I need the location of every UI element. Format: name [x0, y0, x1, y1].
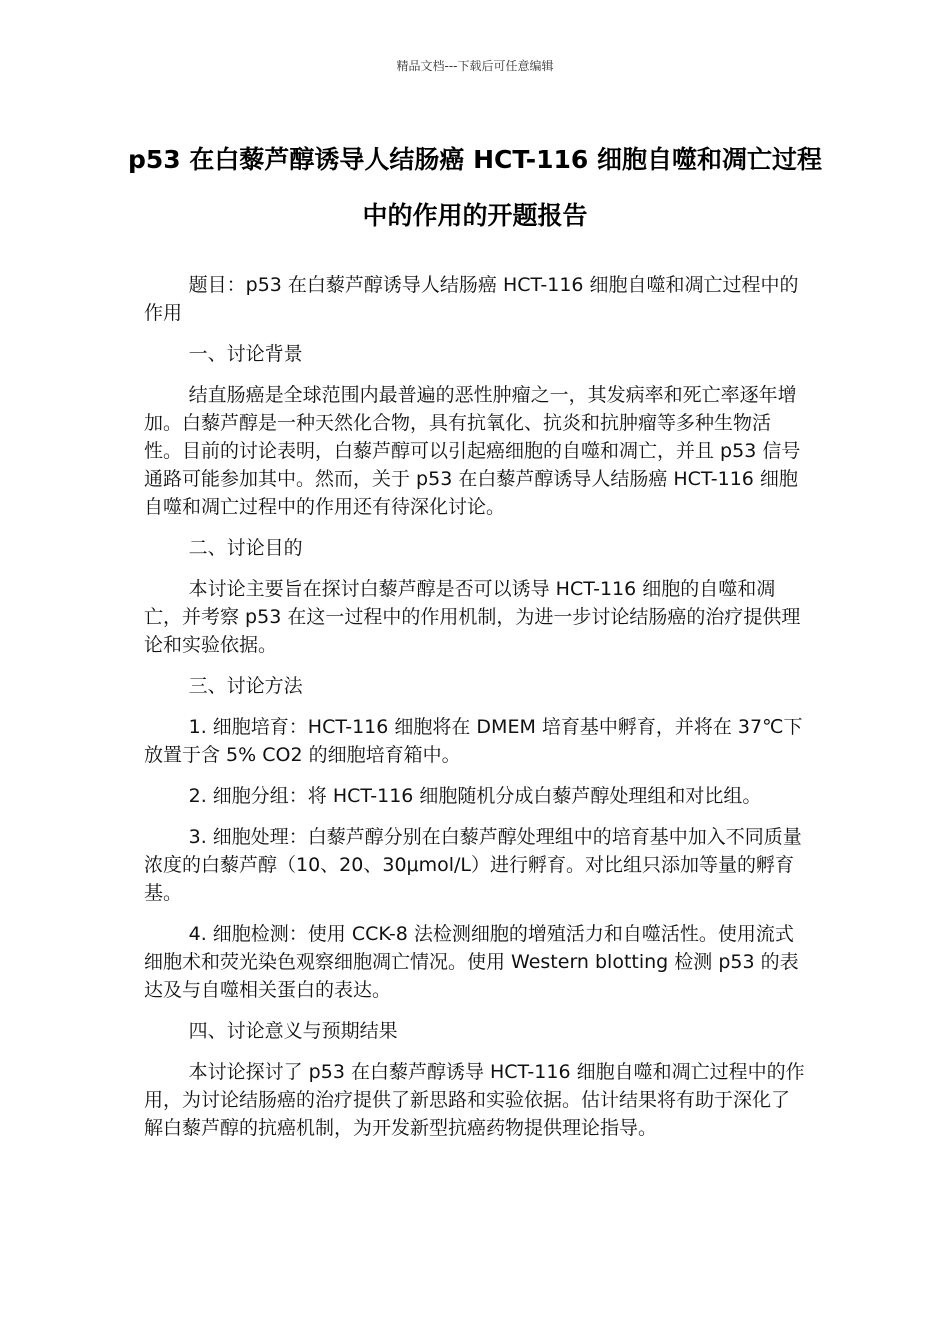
topic-paragraph: 题目：p53 在白藜芦醇诱导人结肠癌 HCT-116 细胞自噬和凋亡过程中的作用: [144, 274, 799, 324]
section-heading-purpose: 二、讨论目的: [188, 537, 303, 559]
section-heading-methods: 三、讨论方法: [188, 675, 303, 697]
header-note: 精品文档---下载后可任意编辑: [396, 59, 554, 73]
significance-paragraph: 本讨论探讨了 p53 在白藜芦醇诱导 HCT-116 细胞自噬和凋亡过程中的作用，为讨论结肠癌的治疗提供了新思路和实验依据。估计结果将有助于深化了解白藜芦醇的抗癌机制，为开发新型抗癌药物提供理论指导。: [144, 1061, 805, 1139]
method-item-detection: 4. 细胞检测：使用 CCK-8 法检测细胞的增殖活力和自噬活性。使用流式细胞术和荧光染色观察细胞凋亡情况。使用 Western blotting 检测 p53 的表达及与自噬相关蛋白的表达。: [144, 923, 799, 1001]
section-heading-significance: 四、讨论意义与预期结果: [188, 1020, 398, 1042]
method-item-treatment: 3. 细胞处理：白藜芦醇分别在白藜芦醇处理组中的培育基中加入不同质量浓度的白藜芦醇（10、20、30μmol/L）进行孵育。对比组只添加等量的孵育基。: [144, 826, 802, 904]
document-title: p53 在白藜芦醇诱导人结肠癌 HCT-116 细胞自噬和凋亡过程中的作用的开题报告: [127, 145, 822, 230]
section-heading-background: 一、讨论背景: [188, 343, 303, 365]
purpose-paragraph: 本讨论主要旨在探讨白藜芦醇是否可以诱导 HCT-116 细胞的自噬和凋亡，并考察 p53 在这一过程中的作用机制，为进一步讨论结肠癌的治疗提供理论和实验依据。: [144, 578, 801, 656]
method-item-grouping: 2. 细胞分组：将 HCT-116 细胞随机分成白藜芦醇处理组和对比组。: [188, 785, 762, 807]
background-paragraph: 结直肠癌是全球范围内最普遍的恶性肿瘤之一，其发病率和死亡率逐年增加。白藜芦醇是一种天然化合物，具有抗氧化、抗炎和抗肿瘤等多种生物活性。目前的讨论表明，白藜芦醇可以引起癌细胞的自噬和凋亡，并且 p53 信号通路可能参加其中。然而，关于 p53 在白藜芦醇诱导人结肠癌 HCT-116 细胞自噬和凋亡过程中的作用还有待深化讨论。: [144, 384, 801, 518]
method-item-culture: 1. 细胞培育：HCT-116 细胞将在 DMEM 培育基中孵育，并将在 37℃下放置于含 5% CO2 的细胞培育箱中。: [144, 716, 803, 766]
document-body: [144, 271, 808, 1155]
